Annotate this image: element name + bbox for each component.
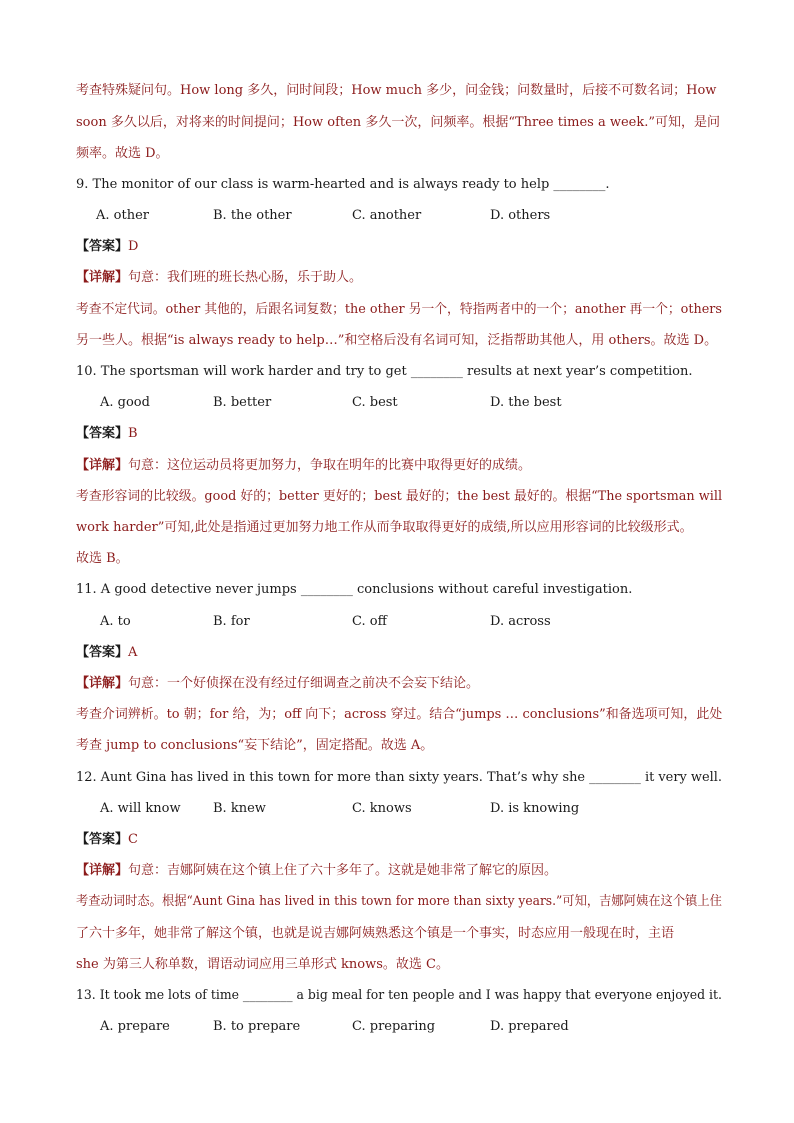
question-12-explain-2: 了六十多年，她非常了解这个镇，也就是说吉娜阿姨熟悉这个镇是一个事实，时态应用一般现在时，主语 bbox=[76, 926, 675, 941]
question-13-option-d: D. prepared bbox=[490, 1019, 569, 1034]
question-12-answer bbox=[76, 831, 138, 849]
question-9-option-a: A. other bbox=[96, 208, 149, 223]
question-11-explain-1: 考查介词辨析。to 朝；for 给，为；off 向下；across 穿过。结合“jumps … conclusions”和备选项可知，此处 bbox=[76, 707, 723, 722]
question-9-explain-1: 考查不定代词。other 其他的，后跟名词复数；the other 另一个，特指两者中的一个；another 再一个；others bbox=[76, 302, 722, 317]
question-11-option-a: A. to bbox=[100, 614, 131, 629]
question-10-explain-1: 考查形容词的比较级。good 好的；better 更好的；best 最好的；the best 最好的。根据“The sportsman will bbox=[76, 489, 723, 504]
question-12-option-a: A. will know bbox=[100, 801, 181, 816]
answer-value: D bbox=[128, 239, 139, 254]
detail-label: 【详解】 bbox=[76, 270, 129, 285]
question-12-option-c: C. knows bbox=[352, 801, 412, 816]
question-9-option-b: B. the other bbox=[213, 208, 292, 223]
question-13-option-c: C. preparing bbox=[352, 1019, 436, 1034]
detail-label: 【详解】 bbox=[76, 458, 129, 473]
detail-sentence: 句意：吉娜阿姨在这个镇上住了六十多年了。这就是她非常了解它的原因。 bbox=[128, 863, 558, 878]
answer-value: A bbox=[128, 645, 138, 660]
answer-value: B bbox=[128, 426, 138, 441]
question-12-explain-3: she 为第三人称单数，谓语动词应用三单形式 knows。故选 C。 bbox=[76, 957, 449, 972]
question-11-option-b: B. for bbox=[213, 614, 250, 629]
question-13-option-a: A. prepare bbox=[100, 1019, 170, 1034]
answer-label: 【答案】 bbox=[76, 645, 129, 660]
question-9-detail bbox=[76, 269, 362, 287]
question-10-detail bbox=[76, 457, 531, 475]
question-10-option-d: D. the best bbox=[490, 395, 562, 410]
question-12-explain-1: 考查动词时态。根据“Aunt Gina has lived in this town for more than sixty years.”可知，吉娜阿姨在这个镇上住 bbox=[76, 894, 722, 909]
question-11-stem: 11. A good detective never jumps ________ conclusions without careful investigation. bbox=[76, 582, 633, 597]
question-9-option-c: C. another bbox=[352, 208, 422, 223]
question-11-answer bbox=[76, 644, 137, 662]
question-13-option-b: B. to prepare bbox=[213, 1019, 301, 1034]
question-9-answer bbox=[76, 238, 138, 256]
question-12-option-d: D. is knowing bbox=[490, 801, 580, 816]
question-11-explain-2: 考查 jump to conclusions“妄下结论”，固定搭配。故选 A。 bbox=[76, 738, 434, 753]
detail-label: 【详解】 bbox=[76, 863, 129, 878]
question-13-stem: 13. It took me lots of time ________ a big meal for ten people and I was happy that everyone enjoyed it. bbox=[76, 988, 722, 1003]
question-10-explain-2: work harder”可知,此处是指通过更加努力地工作从而争取取得更好的成绩,所以应用形容词的比较级形式。 bbox=[76, 520, 693, 535]
question-11-option-d: D. across bbox=[490, 614, 551, 629]
answer-label: 【答案】 bbox=[76, 239, 129, 254]
question-9-explain-2: 另一些人。根据“is always ready to help…”和空格后没有名词可知，泛指帮助其他人，用 others。故选 D。 bbox=[76, 333, 718, 348]
intro-line-3: 频率。故选 D。 bbox=[76, 146, 169, 161]
answer-label: 【答案】 bbox=[76, 832, 129, 847]
question-11-detail bbox=[76, 675, 479, 693]
intro-line-1: 考查特殊疑问句。How long 多久，问时间段；How much 多少，问金钱；问数量时，后接不可数名词；How bbox=[76, 83, 717, 98]
question-12-stem: 12. Aunt Gina has lived in this town for more than sixty years. That’s why she ________ it very well. bbox=[76, 770, 722, 785]
question-10-answer bbox=[76, 425, 138, 443]
detail-label: 【详解】 bbox=[76, 676, 129, 691]
answer-label: 【答案】 bbox=[76, 426, 129, 441]
question-10-stem: 10. The sportsman will work harder and try to get ________ results at next year’s competition. bbox=[76, 364, 693, 379]
question-11-option-c: C. off bbox=[352, 614, 387, 629]
question-10-explain-3: 故选 B。 bbox=[76, 551, 129, 566]
question-9-option-d: D. others bbox=[490, 208, 551, 223]
question-10-option-a: A. good bbox=[100, 395, 150, 410]
detail-sentence: 句意：我们班的班长热心肠，乐于助人。 bbox=[128, 270, 363, 285]
question-12-option-b: B. knew bbox=[213, 801, 266, 816]
question-10-option-b: B. better bbox=[213, 395, 272, 410]
answer-value: C bbox=[128, 832, 138, 847]
question-9-stem: 9. The monitor of our class is warm-hearted and is always ready to help ________. bbox=[76, 177, 610, 192]
intro-line-2: soon 多久以后，对将来的时间提问；How often 多久一次，问频率。根据“Three times a week.”可知，是问 bbox=[76, 115, 720, 130]
detail-sentence: 句意：一个好侦探在没有经过仔细调查之前决不会妄下结论。 bbox=[128, 676, 480, 691]
detail-sentence: 句意：这位运动员将更加努力，争取在明年的比赛中取得更好的成绩。 bbox=[128, 458, 532, 473]
question-10-option-c: C. best bbox=[352, 395, 398, 410]
question-12-detail bbox=[76, 862, 557, 880]
